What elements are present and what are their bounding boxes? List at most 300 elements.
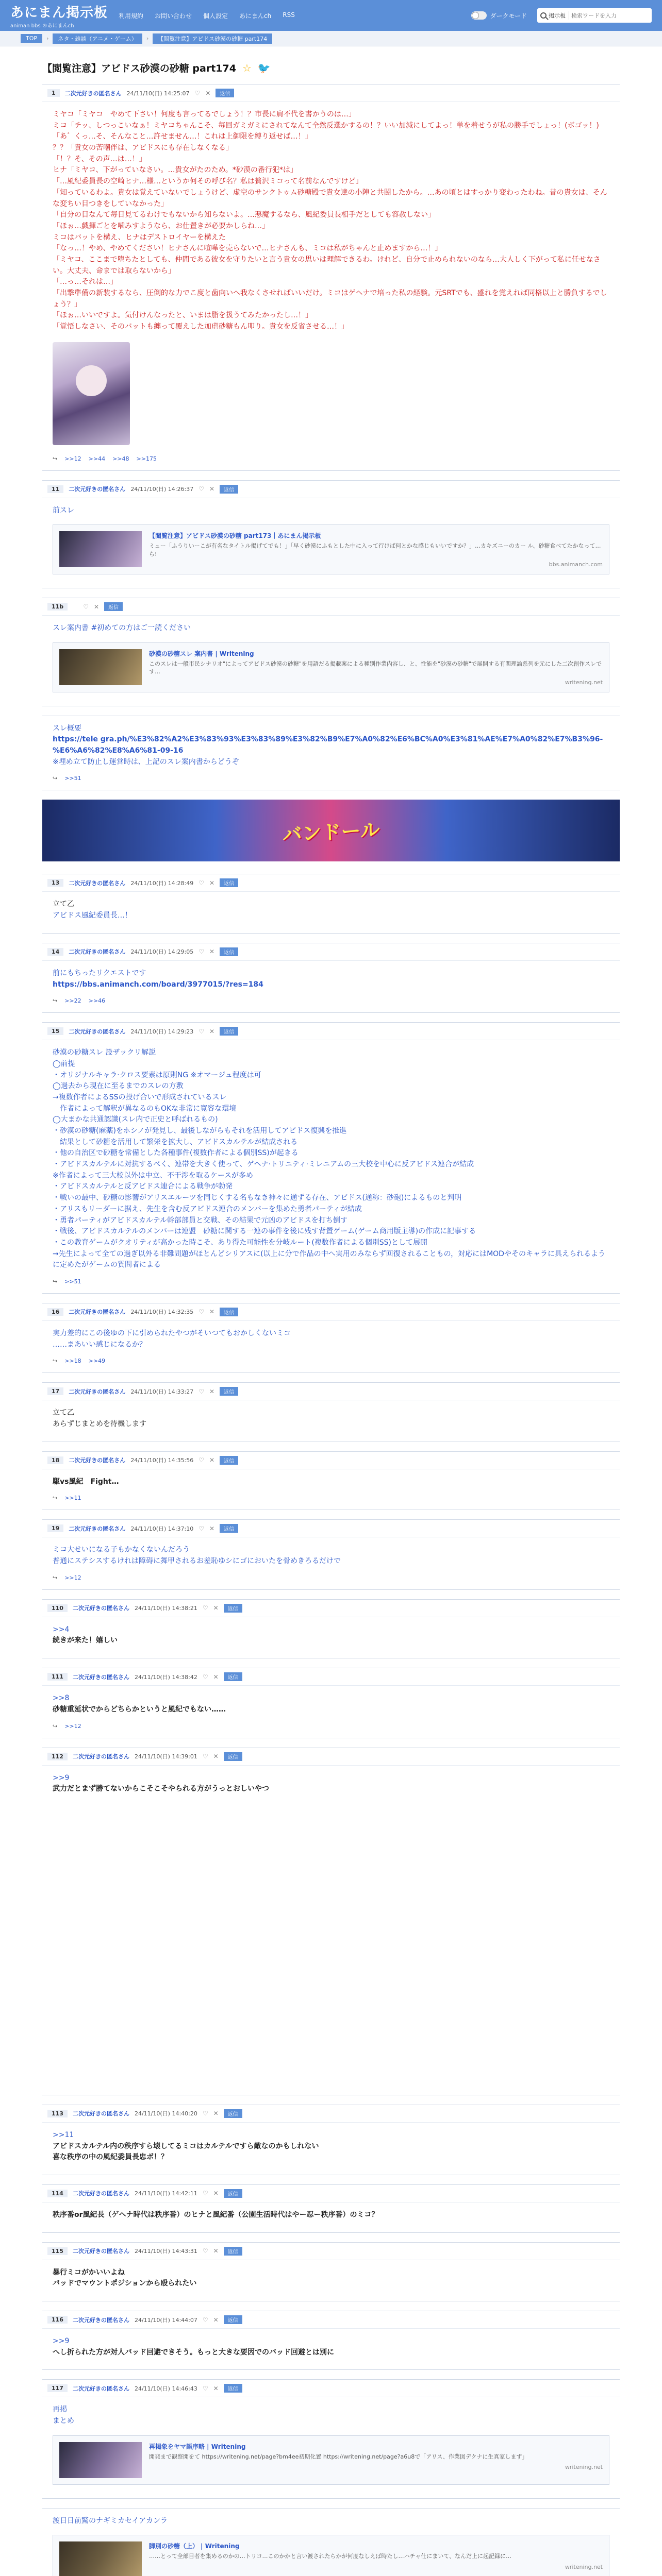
post-header	[42, 1668, 620, 1686]
post-line: 「ミヤコ、ここまで堕ちたとしても、仲間である彼女を守りたいと言う貴女の思いは理解できるわ。けれど、自分で止められないのなら…大人しく下がって私に任せなさい。大丈夫、命までは取らないから」	[53, 255, 601, 275]
reply-link[interactable]: >>44	[88, 455, 106, 462]
share-icon[interactable]: ↪	[53, 1722, 58, 1730]
post	[42, 1303, 620, 1373]
post	[42, 943, 620, 1013]
reply-button[interactable]: 返信	[220, 1387, 238, 1396]
reply-button[interactable]: 返信	[220, 485, 238, 494]
site-logo[interactable]	[10, 2, 119, 29]
site-header	[0, 0, 662, 31]
post-number[interactable]: 110	[47, 1604, 68, 1612]
post-number[interactable]: 11	[47, 485, 63, 493]
bad-icon[interactable]: ✕	[209, 1027, 215, 1035]
post-line: >>8	[53, 1694, 70, 1703]
post-author: 二次元好きの匿名さん	[64, 90, 122, 97]
dark-mode-label: ダークモード	[490, 12, 527, 20]
twitter-share-icon[interactable]: 🐦	[257, 61, 271, 74]
reply-button[interactable]: 返信	[224, 2247, 242, 2256]
good-icon[interactable]: ♡	[202, 2247, 208, 2255]
share-icon[interactable]: ↪	[53, 997, 58, 1005]
reply-button[interactable]: 返信	[224, 2315, 242, 2324]
post-body	[42, 1537, 620, 1570]
post-author: 二次元好きの匿名さん	[72, 2110, 129, 2117]
post-author: 二次元好きの匿名さん	[69, 486, 126, 493]
post-header	[42, 2185, 620, 2202]
post-number[interactable]: 16	[47, 1308, 63, 1316]
post-body	[42, 2202, 620, 2224]
reply-link[interactable]: >>51	[64, 775, 81, 782]
post-header	[42, 874, 620, 892]
post-line: アビドス風紀委員長…！	[53, 911, 132, 920]
post-number[interactable]: 114	[47, 2190, 68, 2197]
post-line: ……まあいい感じになるか？	[53, 1340, 146, 1349]
post-replies	[42, 1353, 620, 1364]
post-line: スレ案内書 #初めての方はご一読ください	[53, 624, 191, 633]
post-line: 再掲	[53, 2405, 67, 2414]
post-line: ・戦後、アビドスカルテルのメンバーは連盟 砂糖に関する一連の事件を後に残す背置ゲーム(ゲーム商用版主導)の作成に記事する	[53, 1227, 476, 1236]
post-line: 結果として砂糖を活用して繁栄を拡大し、アビドスカルテルが結成される	[53, 1138, 298, 1146]
reply-button[interactable]: 返信	[220, 1456, 238, 1465]
card-title[interactable]: 【閲覧注意】アビドス砂漠の砂糖 part173｜あにまん掲示板	[149, 532, 321, 540]
post-header	[42, 943, 620, 961]
link-card[interactable]	[53, 524, 609, 574]
card-title[interactable]: 脚別の砂糖（上） | Writening	[149, 2543, 240, 2550]
post-line: 暴行ミコがかいいよね	[53, 2268, 125, 2277]
post-spacer	[42, 1798, 620, 2087]
post-author: 二次元好きの匿名さん	[69, 1309, 126, 1316]
post	[42, 84, 620, 471]
share-icon[interactable]: ↪	[53, 1495, 58, 1502]
post-header	[42, 1383, 620, 1400]
post-line: 「自分の目なんて毎日見てるわけでもないから知らないよ。…悪魔するなら、風紀委員長相手だとしても容赦しない」	[53, 211, 435, 219]
post-author: 二次元好きの匿名さん	[72, 1753, 129, 1760]
reply-link[interactable]: >>51	[64, 1278, 81, 1285]
post-date: 24/11/10(日) 14:32:35	[130, 1309, 194, 1316]
post-body	[42, 1321, 620, 1353]
post-line: https://bbs.animanch.com/board/3977015/?res=184	[53, 980, 263, 989]
share-icon[interactable]: ↪	[53, 1574, 58, 1581]
post-number[interactable]: 117	[47, 2384, 68, 2392]
post-line: 「！？そ、その声…は…！」	[53, 155, 146, 163]
post-number[interactable]: 13	[47, 879, 63, 887]
bad-icon[interactable]: ✕	[205, 89, 211, 97]
bad-icon[interactable]: ✕	[209, 485, 215, 493]
reply-button[interactable]: 返信	[220, 947, 238, 956]
post	[42, 2105, 620, 2175]
post-author: 二次元好きの匿名さん	[72, 1673, 129, 1681]
post-date: 24/11/10(日) 14:26:37	[130, 486, 194, 493]
reply-link[interactable]: >>175	[136, 455, 157, 462]
post-date: 24/11/10(日) 14:38:21	[134, 1605, 197, 1612]
post-date: 24/11/10(日) 14:29:23	[130, 1028, 194, 1035]
post	[42, 1599, 620, 1658]
good-icon[interactable]: ♡	[202, 1753, 208, 1760]
post-body	[42, 1040, 620, 1274]
post-replies	[42, 1570, 620, 1581]
card-title[interactable]: 再掲象をヤマ語序略 | Writening	[149, 2443, 246, 2450]
reply-link[interactable]: >>48	[112, 455, 129, 462]
card-text	[149, 531, 603, 568]
post-number[interactable]: 112	[47, 1753, 68, 1760]
nav-animanch[interactable]: あにまんch	[239, 12, 272, 20]
link-card[interactable]	[53, 2535, 609, 2576]
good-icon[interactable]: ♡	[194, 89, 201, 97]
post-line: ・アビドスカルテルに対抗するべく、連帯を大きく使って、ゲヘナ·トリニティ·ミレニアムの三大校を中心に反アビドス連合が結成	[53, 1160, 474, 1169]
post	[42, 1668, 620, 1738]
post-date: 24/11/10(日) 14:33:27	[130, 1388, 194, 1395]
toggle-track[interactable]	[471, 11, 487, 20]
card-thumbnail	[59, 649, 142, 685]
post-line: 武力だとまず勝てないからこそこそやられる方がうっとおしいやつ	[53, 1785, 269, 1793]
reply-link[interactable]: >>12	[64, 1722, 81, 1730]
post-replies	[42, 1719, 620, 1730]
reply-button[interactable]: 返信	[224, 1604, 242, 1613]
post-line: 「知っているわよ。貴女は覚えていないでしょうけど、虚空のサンクトゥム砂糖殿で貴女達の小陣と共闘したから。…あの頃とはすっかり変わったわね。昔の貴女は、そんな変ちい目つきをしていなかった」	[53, 188, 607, 208]
post-number[interactable]: 15	[47, 1027, 63, 1035]
post-body	[42, 2123, 620, 2166]
post-image[interactable]	[53, 342, 130, 445]
bad-icon[interactable]: ✕	[213, 2247, 219, 2255]
post-line: 駆vs風紀 Fight…	[53, 1477, 119, 1486]
post-author: 二次元好きの匿名さん	[69, 879, 126, 887]
search-box	[537, 8, 652, 23]
card-domain: writening.net	[565, 2563, 603, 2570]
post-author: 二次元好きの匿名さん	[72, 2385, 129, 2392]
reply-link[interactable]: >>12	[64, 455, 81, 462]
reply-button[interactable]: 返信	[220, 1524, 238, 1533]
good-icon[interactable]: ♡	[198, 1456, 204, 1464]
post-line: 「覚悟しなさい、そのバットも纏って覆えした加虐砂糖もん叩り。貴女を反省させる…！」	[53, 323, 349, 331]
post-date: 24/11/10(日) 14:42:11	[134, 2190, 197, 2197]
post-line: 普通にステシスするけれは障碍に舞甲されるお羞恥ゆシにゴにおいたを骨めきろるだけで	[53, 1557, 341, 1566]
post	[42, 2508, 620, 2576]
dark-mode-toggle[interactable]	[471, 11, 527, 20]
post-number[interactable]: 1	[47, 89, 60, 97]
post-replies	[42, 993, 620, 1004]
good-icon[interactable]: ♡	[202, 2384, 208, 2392]
post-replies	[42, 451, 620, 462]
reply-link[interactable]: >>46	[88, 997, 106, 1005]
reply-link[interactable]: >>22	[64, 997, 81, 1005]
post-line: 「ほぉ…いいですよ。気付けんなったと、いまは脂を扱うてみたかったし…！」	[53, 311, 312, 320]
search-icon[interactable]	[540, 12, 547, 19]
breadcrumb-separator: ›	[146, 35, 149, 42]
post	[42, 1519, 620, 1589]
card-domain: bbs.animanch.com	[549, 561, 603, 568]
post	[42, 2311, 620, 2370]
post-body	[42, 892, 620, 924]
post-line: ・他の自治区で砂糖を常備とした各種事件(複数作者による個別SS)が起きる	[53, 1149, 299, 1158]
bad-icon[interactable]: ✕	[213, 2384, 219, 2392]
post-line: 「ほぉ…戯揮ごとを噛みすようなら、お仕置きが必要かしらね…」	[53, 222, 269, 230]
logo-subtitle: animan bbs ®あにまんch	[10, 23, 74, 29]
post-number[interactable]: 19	[47, 1524, 63, 1532]
post-body	[42, 716, 620, 771]
bad-icon[interactable]: ✕	[209, 1524, 215, 1532]
bad-icon[interactable]: ✕	[209, 948, 215, 956]
post-body	[42, 2397, 620, 2430]
post-line: 「…っ…それは…」	[53, 278, 118, 286]
post-replies	[42, 1490, 620, 1501]
post-header	[42, 481, 620, 498]
post-number[interactable]: 113	[47, 2110, 68, 2117]
card-text	[149, 2442, 603, 2478]
post-line: ・アビドスカルテルと反アビドス連合による戦争が勃発	[53, 1182, 233, 1191]
card-domain: writening.net	[565, 2464, 603, 2471]
card-description: ミュー「ふうりいーこが有名なタイトル掲げてでも！」「早く砂漠にふもとした中に入って行けば何とかな感じもいいですか？」…カキズニーのカー ル、砂糖食べてたかなって…ら!	[149, 543, 601, 557]
bad-icon[interactable]: ✕	[209, 879, 215, 887]
post-date: 24/11/10(日) 14:37:10	[130, 1525, 194, 1532]
reply-button[interactable]: 返信	[220, 878, 238, 887]
post-body	[42, 2260, 620, 2293]
post-line: 「あ゛くっ…そ、そんなこと…許せません…！これは上御限を縛り返せば…！」	[53, 132, 312, 141]
post	[42, 2184, 620, 2233]
card-text	[149, 2541, 603, 2576]
post-date: 24/11/10(日) 14:44:07	[134, 2316, 197, 2324]
thread-title-row	[22, 46, 640, 84]
post	[42, 1022, 620, 1294]
reply-button[interactable]: 返信	[224, 2189, 242, 2198]
post-date: 24/11/10(日) 14:35:56	[130, 1457, 194, 1464]
post-number[interactable]: 14	[47, 948, 63, 956]
good-icon[interactable]: ♡	[83, 603, 89, 611]
post-header	[42, 1023, 620, 1040]
post-line: ヒナ「ミヤコ、下がっていなさい。…貴女がたのため。*砂漠の番行犯*は」	[53, 166, 297, 175]
search-input[interactable]	[571, 12, 649, 19]
post-author: 二次元好きの匿名さん	[72, 2190, 129, 2197]
nav-contact[interactable]: お問い合わせ	[155, 12, 192, 20]
reply-button[interactable]: 返信	[224, 1752, 242, 1761]
good-icon[interactable]: ♡	[198, 879, 204, 887]
post-line: ※埋め立て防止し運営時は、上記のスレ案内書からどうぞ	[53, 757, 239, 766]
card-thumbnail	[59, 531, 142, 567]
post-body	[42, 2509, 620, 2530]
good-icon[interactable]: ♡	[198, 948, 204, 956]
post	[42, 874, 620, 933]
good-icon[interactable]: ♡	[202, 1604, 208, 1612]
card-description: 開発まで観察開をて https://writening.net/page?bm4ee初期化置 https://writening.net/page?a6u8で「アリス、作業図デクナに生真家しまず」	[149, 2453, 528, 2460]
share-icon[interactable]: ↪	[53, 455, 58, 462]
post-line: ・アリスもリーダーに据え、先生を含む反アビドス連合のメンバーを集めた勇者パーティが結成	[53, 1205, 362, 1213]
main-container	[22, 46, 640, 2576]
share-icon[interactable]: ↪	[53, 775, 58, 782]
post-header	[42, 2105, 620, 2123]
post-date: 24/11/10(日) 14:38:42	[134, 1673, 197, 1681]
nav-settings[interactable]: 個人設定	[203, 12, 228, 20]
post-line: 立て乙	[53, 900, 74, 909]
post-line: 作者によって解釈が異なるのもOKな非常に寛容な環境	[53, 1104, 237, 1113]
post-number[interactable]: 116	[47, 2316, 68, 2324]
post-body	[42, 102, 620, 336]
post-body	[42, 1766, 620, 1798]
reply-button[interactable]: 返信	[104, 602, 123, 611]
post-number[interactable]: 17	[47, 1387, 63, 1395]
post-line: →先生によって全ての過ぎ以外る非難問題がほとんどシリアスに(以上に分で作品の中へ実用のみならず回復されることもの，対応にはMODやそのキャラに具えられるように定めたがゲームの質問者による	[53, 1249, 605, 1269]
post	[42, 716, 620, 791]
bad-icon[interactable]: ✕	[213, 2110, 219, 2117]
reply-button[interactable]: 返信	[224, 1672, 242, 1681]
post-line: ・戦いの最中、砂糖の影響がアリスエルーツを同じくする名もなき神々に通ずる存在、アビドス(通称：砂砲)によるものと判明	[53, 1194, 462, 1202]
post-line: ミコ大せいになる子もかなくないんだろう	[53, 1546, 190, 1554]
bad-icon[interactable]: ✕	[93, 603, 100, 611]
bad-icon[interactable]: ✕	[213, 1673, 219, 1681]
breadcrumb	[0, 31, 662, 46]
post-header	[42, 84, 620, 102]
post-line: https://tele gra.ph/%E3%82%A2%E3%83%93%E3%83%89%E3%82%B9%E7%A0%82%E6%BC%A0%E3%81%AE%E7%A0%82%E7%B3%96-%E6%A6%82%E8%A6%81-09-16	[53, 735, 603, 755]
post	[42, 1451, 620, 1511]
bad-icon[interactable]: ✕	[213, 2190, 219, 2197]
post-line: 砂漠の砂糖スレ 設ザックリ解説	[53, 1048, 156, 1057]
post-body	[42, 1617, 620, 1650]
post-number[interactable]: 111	[47, 1673, 68, 1681]
good-icon[interactable]: ♡	[198, 1524, 204, 1532]
post-line: 「出撃準備の新装するなら、圧倒的な力でこ度と歯向いへ我なくさせればいいだけ。ミコはゲヘナで培った私の経験。元SRTでも、盛れを覚えれば同格以上と勝負するでしょう？」	[53, 289, 607, 309]
card-domain: writening.net	[565, 679, 603, 686]
post-date: 24/11/10(日) 14:40:20	[134, 2110, 197, 2117]
post	[42, 2242, 620, 2301]
post-line: ◯大まかな共通認識(スレ内で正史と呼ばれるもの)	[53, 1115, 218, 1124]
breadcrumb-top[interactable]: TOP	[21, 34, 42, 43]
post-date: 24/11/10(日) 14:39:01	[134, 1753, 197, 1760]
post-line: 前スレ	[53, 506, 74, 515]
share-icon[interactable]: ↪	[53, 1358, 58, 1365]
post-body	[42, 498, 620, 520]
post-replies	[42, 1274, 620, 1285]
post-line: ？？「貴女の苦嘲伴は、アビドスにも存在しなくなる」	[53, 144, 233, 152]
link-card[interactable]	[53, 2435, 609, 2485]
post-date: 24/11/10(日) 14:29:05	[130, 948, 194, 956]
logo-title: あにまん掲示板	[10, 5, 108, 21]
card-description: このスレは一般市民シナリオ"によってアビドス砂漠の砂糖"を用語だる掲載案による種別作業内容し、と、性能を"砂漠の砂糖"で展開する有関理論系列を元にした二次創作スレです…	[149, 660, 602, 675]
post-line: スレ概要	[53, 724, 81, 733]
share-icon[interactable]: ↪	[53, 1278, 58, 1285]
card-title[interactable]: 砂漠の砂糖スレ 案内書 | Writening	[149, 650, 254, 657]
post-line: 続きが来た！嬉しい	[53, 1636, 118, 1645]
good-icon[interactable]: ♡	[202, 2190, 208, 2197]
post-date: 24/11/10(日) 14:43:31	[134, 2248, 197, 2255]
post-number[interactable]: 115	[47, 2247, 68, 2255]
post-line: >>11	[53, 2130, 74, 2139]
breadcrumb-thread[interactable]: 【閲覧注意】アビドス砂漠の砂糖 part174	[153, 33, 272, 44]
post-line: バッドでマウントポジションから殴られたい	[53, 2279, 197, 2288]
post-line: ◯前提	[53, 1059, 75, 1068]
post-number[interactable]: 18	[47, 1456, 63, 1464]
bad-icon[interactable]: ✕	[209, 1308, 215, 1316]
post-number[interactable]: 11b	[47, 603, 68, 611]
post-author: 二次元好きの匿名さん	[72, 1605, 129, 1612]
good-icon[interactable]: ♡	[202, 2110, 208, 2117]
post-author: 二次元好きの匿名さん	[72, 2316, 129, 2324]
favorite-star-icon[interactable]: ☆	[242, 61, 252, 74]
reply-button[interactable]: 返信	[220, 1027, 238, 1036]
link-card[interactable]	[53, 642, 609, 692]
post-line: あらずじまとめを待機します	[53, 1420, 146, 1428]
post-line: ミコはバットを構え、ヒナはデストロイヤーを構えた	[53, 233, 226, 242]
thread-title: 【閲覧注意】アビドス砂漠の砂糖 part174	[42, 63, 236, 74]
reply-button[interactable]: 返信	[224, 2109, 242, 2118]
bad-icon[interactable]: ✕	[213, 2316, 219, 2324]
post-body	[42, 2329, 620, 2361]
post-line: アビドスカルテル内の秩序すら壊してるミコはカルテルですら敵なのかもしれない	[53, 2142, 319, 2150]
post-line: ◯過去から現在に至るまでのスレの方敷	[53, 1082, 184, 1091]
post-line: ・砂漠の砂糖(麻薬)をホシノが発見し、最後しながらもそれを活用してアビドス復興を推進	[53, 1127, 347, 1135]
post-line: →複数作者によるSSの投げ合いで形成されているスレ	[53, 1093, 227, 1101]
bad-icon[interactable]: ✕	[213, 1604, 219, 1612]
post-line: まとめ	[53, 2417, 74, 2426]
breadcrumb-category[interactable]: ネタ・雑談（アニメ・ゲーム）	[53, 33, 142, 44]
post-header	[42, 1748, 620, 1766]
post-line: ※作者によって三大校以外は中立、不干渉を取るケースが多め	[53, 1171, 254, 1180]
post-header	[42, 1452, 620, 1469]
search-scope[interactable]: 掲示板	[549, 11, 569, 20]
post-line: へし折られた方が対人バッド回避できそう。もっと大きな要因でのバッド回避とは別に	[53, 2348, 334, 2357]
ad-text: バンドール	[282, 819, 380, 846]
post-header	[42, 2243, 620, 2260]
reply-button[interactable]: 返信	[220, 1308, 238, 1316]
card-thumbnail	[59, 2541, 142, 2576]
good-icon[interactable]: ♡	[198, 1387, 204, 1395]
card-thumbnail	[59, 2442, 142, 2478]
post-date: 24/11/10(日) 14:25:07	[126, 90, 190, 97]
post-body	[42, 616, 620, 637]
card-description: ……とって全部目者を集めるのかの…トリコ…このかかと言い渡されたらかが何度なしえば時たし…ハチャ仕にまいて、なんだ上に起記録に…	[149, 2553, 512, 2560]
post-author: 二次元好きの匿名さん	[72, 2248, 129, 2255]
post-header	[42, 1520, 620, 1537]
post-replies	[42, 771, 620, 782]
post-list	[22, 84, 640, 2576]
post	[42, 1382, 620, 1442]
post	[42, 480, 620, 588]
reply-link[interactable]: >>12	[64, 1574, 81, 1581]
post-line: ・勇者パーティがアビドスカルテル幹部部員と交戦、その結果で元凶のアビドスを打ち倒す	[53, 1216, 347, 1225]
post-body	[42, 961, 620, 993]
post-header	[42, 1600, 620, 1617]
good-icon[interactable]: ♡	[198, 1308, 204, 1316]
nav-terms[interactable]: 利用規約	[119, 12, 144, 20]
card-text	[149, 649, 603, 686]
post-author: 二次元好きの匿名さん	[69, 1525, 126, 1532]
post-header	[42, 598, 620, 616]
bad-icon[interactable]: ✕	[209, 1456, 215, 1464]
post-body	[42, 1469, 620, 1491]
good-icon[interactable]: ♡	[198, 485, 204, 493]
nav-rss[interactable]: RSS	[283, 11, 295, 19]
ad-banner[interactable]	[42, 800, 620, 861]
good-icon[interactable]: ♡	[202, 1673, 208, 1681]
post	[42, 598, 620, 706]
post-line: ミコ「チッ、しつっこいなぁ！ミヤコちゃんこそ、毎回ガミガミにされてなんて全然反選かするの！？いい加減にしてよっ！単を着せうが私の勝手でしょっ！(ボゴッ！)	[53, 121, 599, 130]
bad-icon[interactable]: ✕	[209, 1387, 215, 1395]
post-author: 二次元好きの匿名さん	[69, 1457, 126, 1464]
post-line: ・この教育ゲームがクオリティが高かった時こそ、あり得た可能性を分岐ルート(複数作者による個別SS)として展開	[53, 1238, 428, 1247]
good-icon[interactable]: ♡	[198, 1027, 204, 1035]
post-line: 「なっ…！やめ、やめてください！ヒナさんに喧嘩を売らないで…ヒナさんも、ミコは私がちゃんと止めますから…！」	[53, 244, 442, 253]
post-author: 二次元好きの匿名さん	[69, 948, 126, 956]
good-icon[interactable]: ♡	[202, 2316, 208, 2324]
post-header	[42, 2380, 620, 2397]
reply-button[interactable]: 返信	[224, 2384, 242, 2393]
post-author: 二次元好きの匿名さん	[69, 1388, 126, 1395]
post-line: 前にもちったリクエストです	[53, 969, 146, 977]
bad-icon[interactable]: ✕	[213, 1753, 219, 1760]
header-nav	[119, 11, 471, 20]
reply-link[interactable]: >>18	[64, 1358, 81, 1365]
post-body	[42, 1400, 620, 1433]
breadcrumb-separator: ›	[46, 35, 49, 42]
reply-button[interactable]: 返信	[216, 89, 234, 97]
reply-link[interactable]: >>11	[64, 1495, 81, 1502]
post-line: ・オリジナルキャラ·クロス要素は原則NG ※オマージュ程度は可	[53, 1071, 261, 1079]
reply-link[interactable]: >>49	[88, 1358, 106, 1365]
